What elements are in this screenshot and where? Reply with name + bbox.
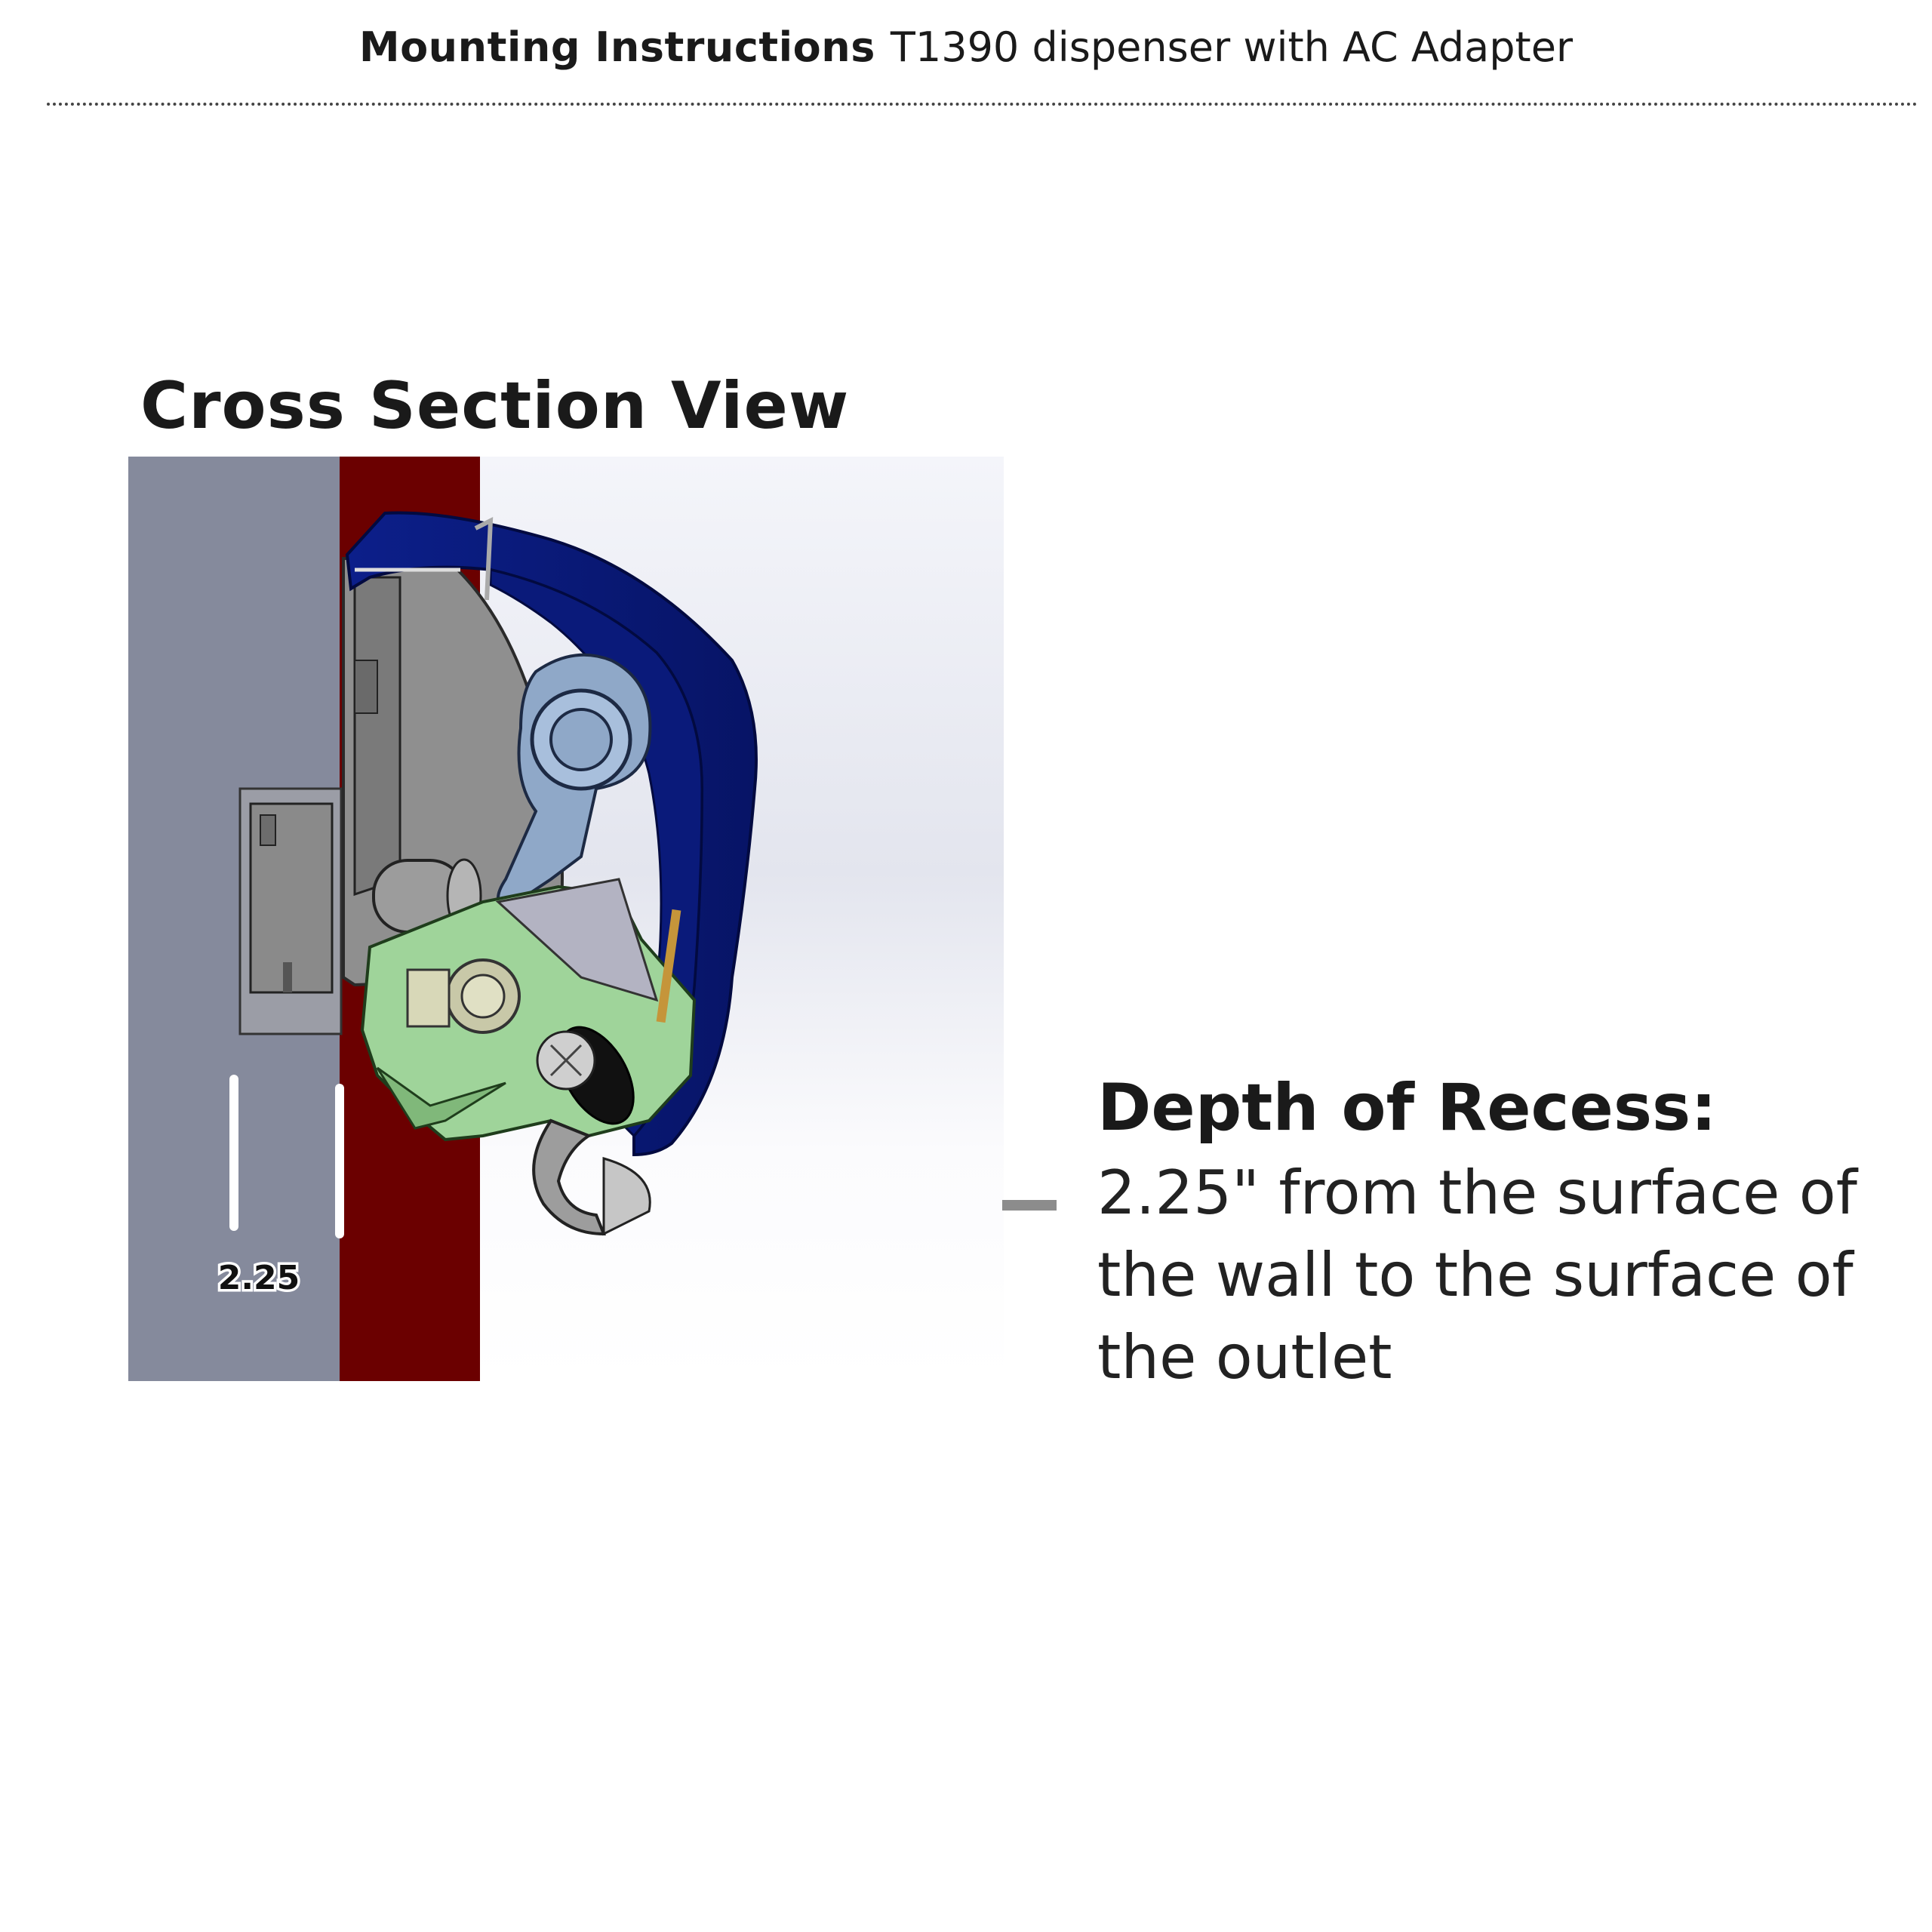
section-title: Cross Section View [140, 368, 850, 444]
roller-core [551, 709, 611, 770]
callout-body: 2.25" from the surface of the wall to the surface of the outlet [1097, 1158, 1857, 1392]
contacts [355, 660, 377, 713]
cross-section-figure [128, 457, 1004, 1381]
cross-section-drawing [128, 457, 1004, 1381]
dimension-label: 2.25 [217, 1259, 300, 1297]
gear-housing [408, 970, 449, 1026]
header-title-rest: T1390 dispenser with AC Adapter [890, 23, 1574, 71]
header-divider [47, 103, 1918, 106]
callout-title: Depth of Recess: [1097, 1070, 1717, 1146]
back-plate [355, 577, 400, 894]
page-header [0, 21, 1932, 74]
callout-dash [1002, 1200, 1057, 1211]
gear-center [462, 975, 504, 1017]
header-title-bold: Mounting Instructions [358, 23, 875, 71]
outlet-box [240, 789, 341, 1034]
